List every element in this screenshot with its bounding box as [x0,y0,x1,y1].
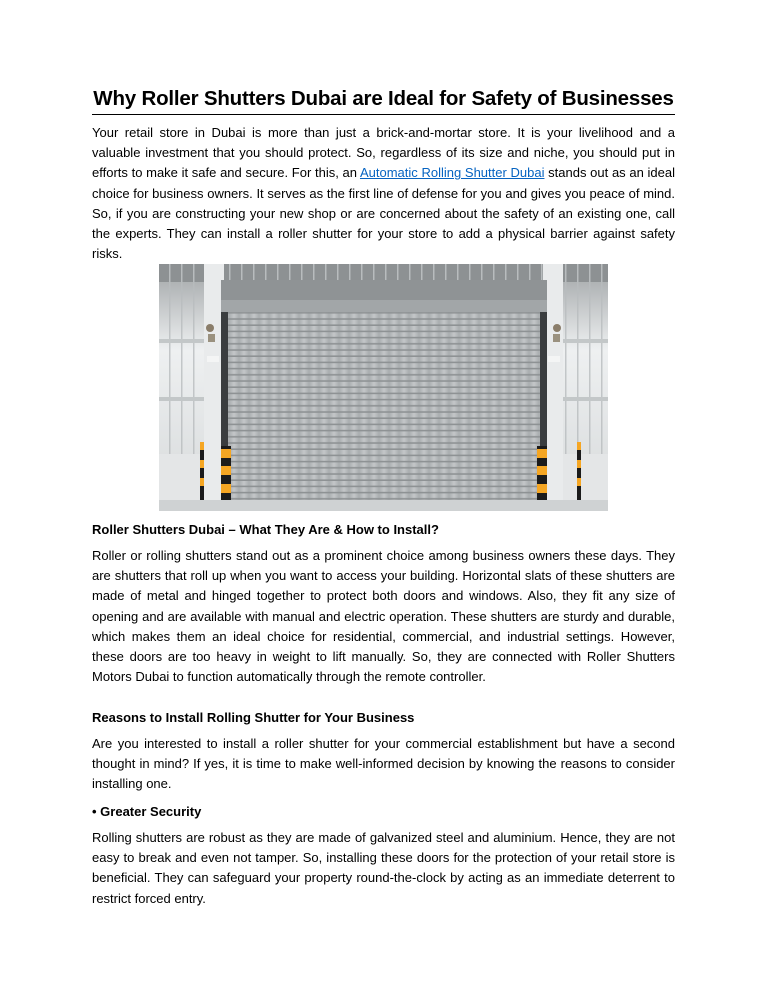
section-body: Roller or rolling shutters stand out as a prominent choice among business owners these days. They are shutters that roll up when you want to access your building. Horizontal slats of these shutters are made of metal and hinged together to protect both doors and windows. Also, they fit any size of opening and are available with manual and electric operation. These shutters are sturdy and durable, which makes them an ideal choice for residential, commercial, and industrial settings. However, these doors are too heavy in weight to lift manually. So, they are connected with Roller Shutters Motors Dubai to function automatically through the remote controller. [92,548,675,685]
section-greater-security [92,802,675,909]
section-heading: Roller Shutters Dubai – What They Are & How to Install? [92,522,439,537]
intro-paragraph [92,123,675,264]
roller-shutter-illustration [159,264,608,511]
section-reasons [92,708,675,795]
section-what-they-are [92,520,675,687]
roller-shutter-image [159,264,608,511]
section-heading: Reasons to Install Rolling Shutter for Your Business [92,710,415,725]
section-body: Rolling shutters are robust as they are made of galvanized steel and aluminium. Hence, they are not easy to break and even not tamper. So, installing these doors for the protection of your retail store is beneficial. They can safeguard your property round-the-clock by acting as an immediate deterrent to restrict forced entry. [92,830,675,906]
intro-text-before: Your retail store in Dubai is more than just a brick-and-mortar store. It is your livelihood and a valuable investment that you should protect. So, regardless of its size and niche, you should put in efforts to make it safe and secure. For this, an [92,125,675,181]
page-title: Why Roller Shutters Dubai are Ideal for Safety of Businesses [92,86,675,115]
section-body: Are you interested to install a roller shutter for your commercial establishment but have a second thought in mind? If yes, it is time to make well-informed decision by knowing the reasons to consider installing one. [92,736,675,792]
intro-text-after: stands out as an ideal choice for business owners. It serves as the first line of defense for you and gives you peace of mind. So, if you are constructing your new shop or are concerned about the safety of an existing one, call the experts. They can install a roller shutter for your store to add a physical barrier against safety risks. [92,165,675,262]
bullet-heading: • Greater Security [92,804,202,819]
document-page [92,86,675,264]
automatic-rolling-shutter-link[interactable]: Automatic Rolling Shutter Dubai [359,165,545,181]
